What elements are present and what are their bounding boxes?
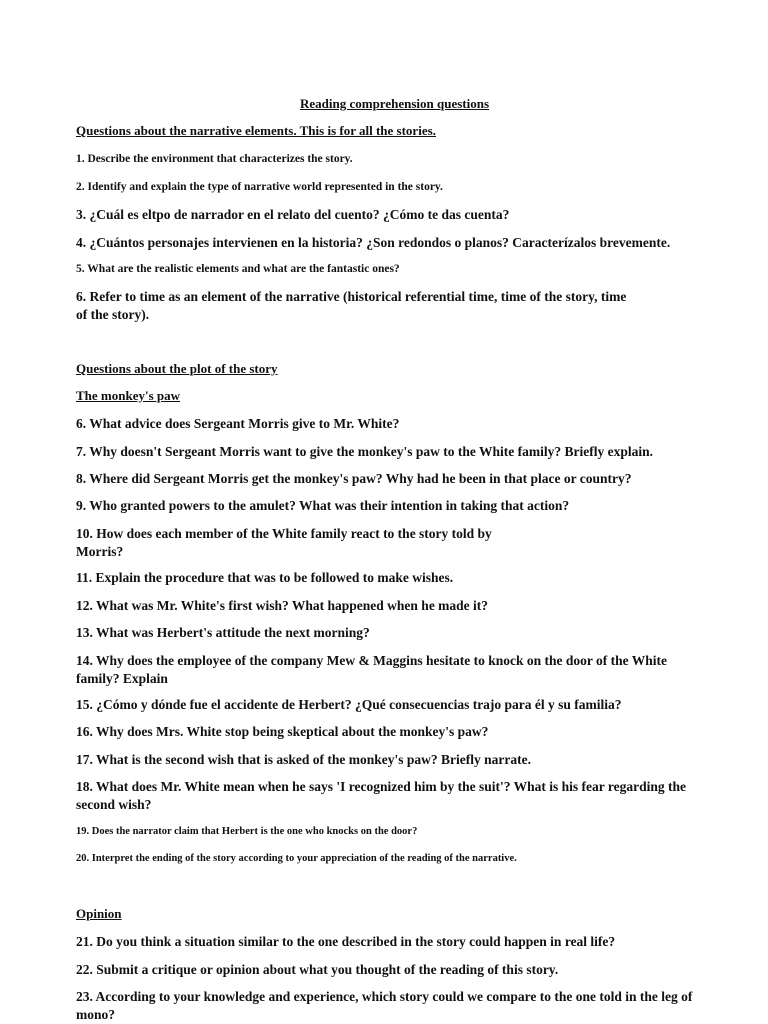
question-item: 5. What are the realistic elements and what are the fantastic ones?	[76, 263, 400, 275]
question-item: 23. According to your knowledge and experience, which story could we compare to the one told in the leg of mono?	[76, 989, 693, 1022]
question-item: 6. What advice does Sergeant Morris give to Mr. White?	[76, 416, 400, 431]
document-title: Reading comprehension questions	[300, 96, 490, 111]
question-item: 13. What was Herbert's attitude the next morning?	[76, 625, 370, 640]
question-item: 15. ¿Cómo y dónde fue el accidente de Herbert? ¿Qué consecuencias trajo para él y su familia?	[76, 697, 622, 712]
story-title: The monkey's paw	[76, 388, 181, 403]
question-item: 3. ¿Cuál es eltpo de narrador en el relato del cuento? ¿Cómo te das cuenta?	[76, 207, 510, 222]
question-item: 21. Do you think a situation similar to the one described in the story could happen in real life?	[76, 934, 616, 949]
question-item: 1. Describe the environment that characterizes the story.	[76, 153, 353, 165]
question-item: 12. What was Mr. White's first wish? What happened when he made it?	[76, 598, 489, 613]
question-item: 8. Where did Sergeant Morris get the monkey's paw? Why had he been in that place or country?	[76, 471, 632, 486]
question-item: 18. What does Mr. White mean when he says 'I recognized him by the suit'? What is his fear regarding the second wish?	[76, 779, 687, 812]
question-item: 6. Refer to time as an element of the narrative (historical referential time, time of the story, time of the story).	[76, 289, 627, 322]
question-item: 7. Why doesn't Sergeant Morris want to give the monkey's paw to the White family? Briefly explain.	[76, 444, 653, 459]
question-item: 16. Why does Mrs. White stop being skeptical about the monkey's paw?	[76, 724, 489, 739]
question-item: 9. Who granted powers to the amulet? What was their intention in taking that action?	[76, 498, 570, 513]
question-item: 14. Why does the employee of the company Mew & Maggins hesitate to knock on the door of the White family? Explain	[76, 653, 667, 686]
question-item: 4. ¿Cuántos personajes intervienen en la historia? ¿Son redondos o planos? Caracterízalos brevemente.	[76, 235, 671, 250]
section-heading-plot: Questions about the plot of the story	[76, 361, 278, 376]
section-heading-opinion: Opinion	[76, 906, 122, 921]
question-item: 22. Submit a critique or opinion about what you thought of the reading of this story.	[76, 962, 559, 977]
question-item: 20. Interpret the ending of the story according to your appreciation of the reading of the narrative.	[76, 853, 517, 864]
question-item: 2. Identify and explain the type of narrative world represented in the story.	[76, 181, 443, 193]
question-item: 17. What is the second wish that is asked of the monkey's paw? Briefly narrate.	[76, 752, 532, 767]
question-item: 11. Explain the procedure that was to be followed to make wishes.	[76, 570, 454, 585]
question-item: 19. Does the narrator claim that Herbert is the one who knocks on the door?	[76, 826, 418, 837]
section-heading-narrative: Questions about the narrative elements. This is for all the stories.	[76, 123, 436, 138]
question-item: 10. How does each member of the White family react to the story told by Morris?	[76, 526, 492, 559]
